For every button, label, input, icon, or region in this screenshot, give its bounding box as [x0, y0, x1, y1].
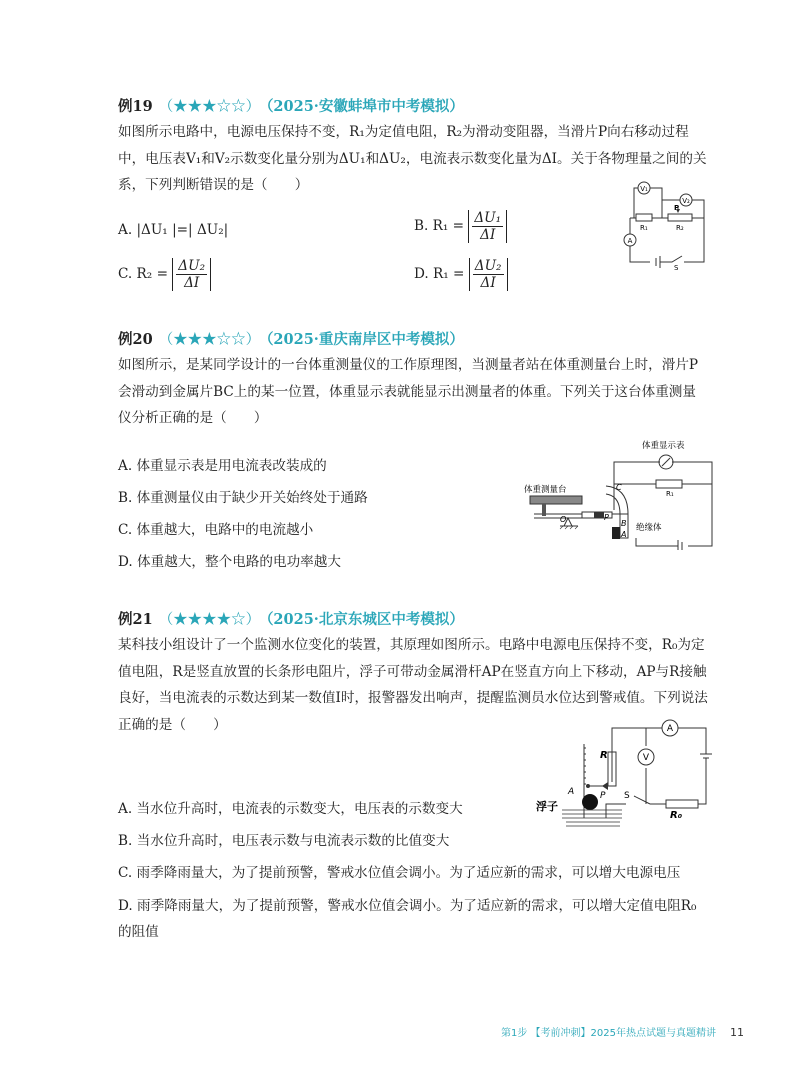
ex19-option-d: [414, 258, 508, 291]
ex19-circuit-diagram: [610, 176, 710, 270]
denominator: ΔI: [184, 275, 200, 291]
numerator: ΔU₂: [474, 258, 502, 274]
option-label: D. R₁ =: [414, 266, 465, 282]
difficulty-rating: （★★★☆☆）: [158, 332, 261, 348]
switch-label: S: [674, 264, 679, 270]
ex19-option-c: [118, 258, 211, 291]
ex21-water-level-diagram: [530, 718, 720, 830]
platform-label: 体重测量台: [524, 485, 567, 495]
denominator: ΔI: [480, 227, 496, 243]
ex20-option-c: C. 体重越大，电路中的电流越小: [118, 522, 314, 538]
slider-p-label: P: [600, 791, 606, 801]
example-21-title: [118, 608, 464, 629]
ex19-option-a: A. |ΔU₁ |=| ΔU₂|: [118, 222, 229, 238]
v1-label: V₁: [640, 185, 648, 193]
v2-label: V₂: [682, 197, 690, 205]
page-number: 11: [730, 1026, 744, 1039]
denominator: ΔI: [480, 275, 496, 291]
ex21-option-b: B. 当水位升高时，电压表示数与电流表示数的比值变大: [118, 833, 450, 849]
point-c-label: C: [616, 483, 622, 492]
difficulty-rating: （★★★★☆）: [158, 612, 261, 628]
example-number: 例20: [118, 331, 153, 348]
example-19-title: [118, 95, 464, 116]
point-b-label: B: [621, 519, 627, 528]
question-source: （2025·北京东城区中考模拟）: [266, 611, 464, 628]
ex20-option-d: D. 体重越大，整个电路的电功率越大: [118, 554, 341, 570]
r1-label: R₁: [666, 490, 674, 498]
option-label: C. R₂ =: [118, 266, 168, 282]
slider-label: P: [674, 204, 680, 212]
ammeter-label: A: [666, 724, 674, 734]
example-number: 例19: [118, 98, 153, 115]
pivot-label: O: [560, 515, 567, 524]
slider-label: P: [604, 513, 609, 522]
float-label: 浮子: [536, 800, 558, 813]
ex21-option-d: D. 雨季降雨量大，为了提前预警，警戒水位值会调小。为了适应新的需求，可以增大定值电阻R₀的阻值: [118, 898, 697, 940]
example-21-stem: 某科技小组设计了一个监测水位变化的装置，其原理如图所示。电路中电源电压保持不变，R₀为定值电阻，R是竖直放置的长条形电阻片，浮子可带动金属滑杆AP在竖直方向上下移动，AP与R接触良好，当电流表的示数达到某一数值I时，报警器发出响声，提醒监测员水位达到警戒值。下列说法正确的是（ ）: [118, 637, 708, 733]
ex20-option-b: B. 体重测量仪由于缺少开关始终处于通路: [118, 490, 368, 506]
ex20-weighing-diagram: [520, 434, 720, 550]
voltmeter-label: V: [642, 753, 650, 763]
numerator: ΔU₁: [474, 210, 502, 226]
ex21-option-a: A. 当水位升高时，电流表的示数变大，电压表的示数变大: [118, 801, 463, 817]
resistor-r-label: R: [600, 750, 608, 761]
switch-label: S: [624, 791, 630, 801]
point-a-label: A: [621, 530, 627, 539]
example-19-stem: 如图所示电路中，电源电压保持不变，R₁为定值电阻，R₂为滑动变阻器，当滑片P向右移动过程中，电压表V₁和V₂示数变化量分别为ΔU₁和ΔU₂，电流表示数变化量为ΔI。关于各物理量之间的关系，下列判断错误的是（ ）: [118, 124, 707, 193]
page-footer: [501, 1024, 744, 1039]
example-20-stem: 如图所示，是某同学设计的一台体重测量仪的工作原理图，当测量者站在体重测量台上时，滑片P会滑动到金属片BC上的某一位置，体重显示表就能显示出测量者的体重。下列关于这台体重测量仪分析正确的是（ ）: [118, 357, 699, 426]
ex21-option-c: C. 雨季降雨量大，为了提前预警，警戒水位值会调小。为了适应新的需求，可以增大电源电压: [118, 865, 681, 881]
ex19-option-b: [414, 210, 507, 243]
ammeter-label: A: [627, 237, 633, 245]
r1-label: R₁: [640, 224, 648, 232]
footer-text: 第1步 【考前冲刺】2025年热点试题与真题精讲: [501, 1028, 716, 1039]
option-label: B. R₁ =: [414, 218, 465, 234]
r2-label: R₂: [676, 224, 684, 232]
difficulty-rating: （★★★☆☆）: [158, 99, 261, 115]
question-source: （2025·重庆南岸区中考模拟）: [266, 331, 464, 348]
question-source: （2025·安徽蚌埠市中考模拟）: [266, 98, 464, 115]
insulator-label: 绝缘体: [636, 523, 662, 533]
r0-label: R₀: [670, 810, 683, 821]
rod-a-label: A: [568, 787, 575, 797]
meter-label: 体重显示表: [642, 441, 685, 451]
example-20-title: [118, 328, 464, 349]
ex20-option-a: A. 体重显示表是用电流表改装成的: [118, 458, 327, 474]
numerator: ΔU₂: [178, 258, 206, 274]
example-number: 例21: [118, 611, 153, 628]
